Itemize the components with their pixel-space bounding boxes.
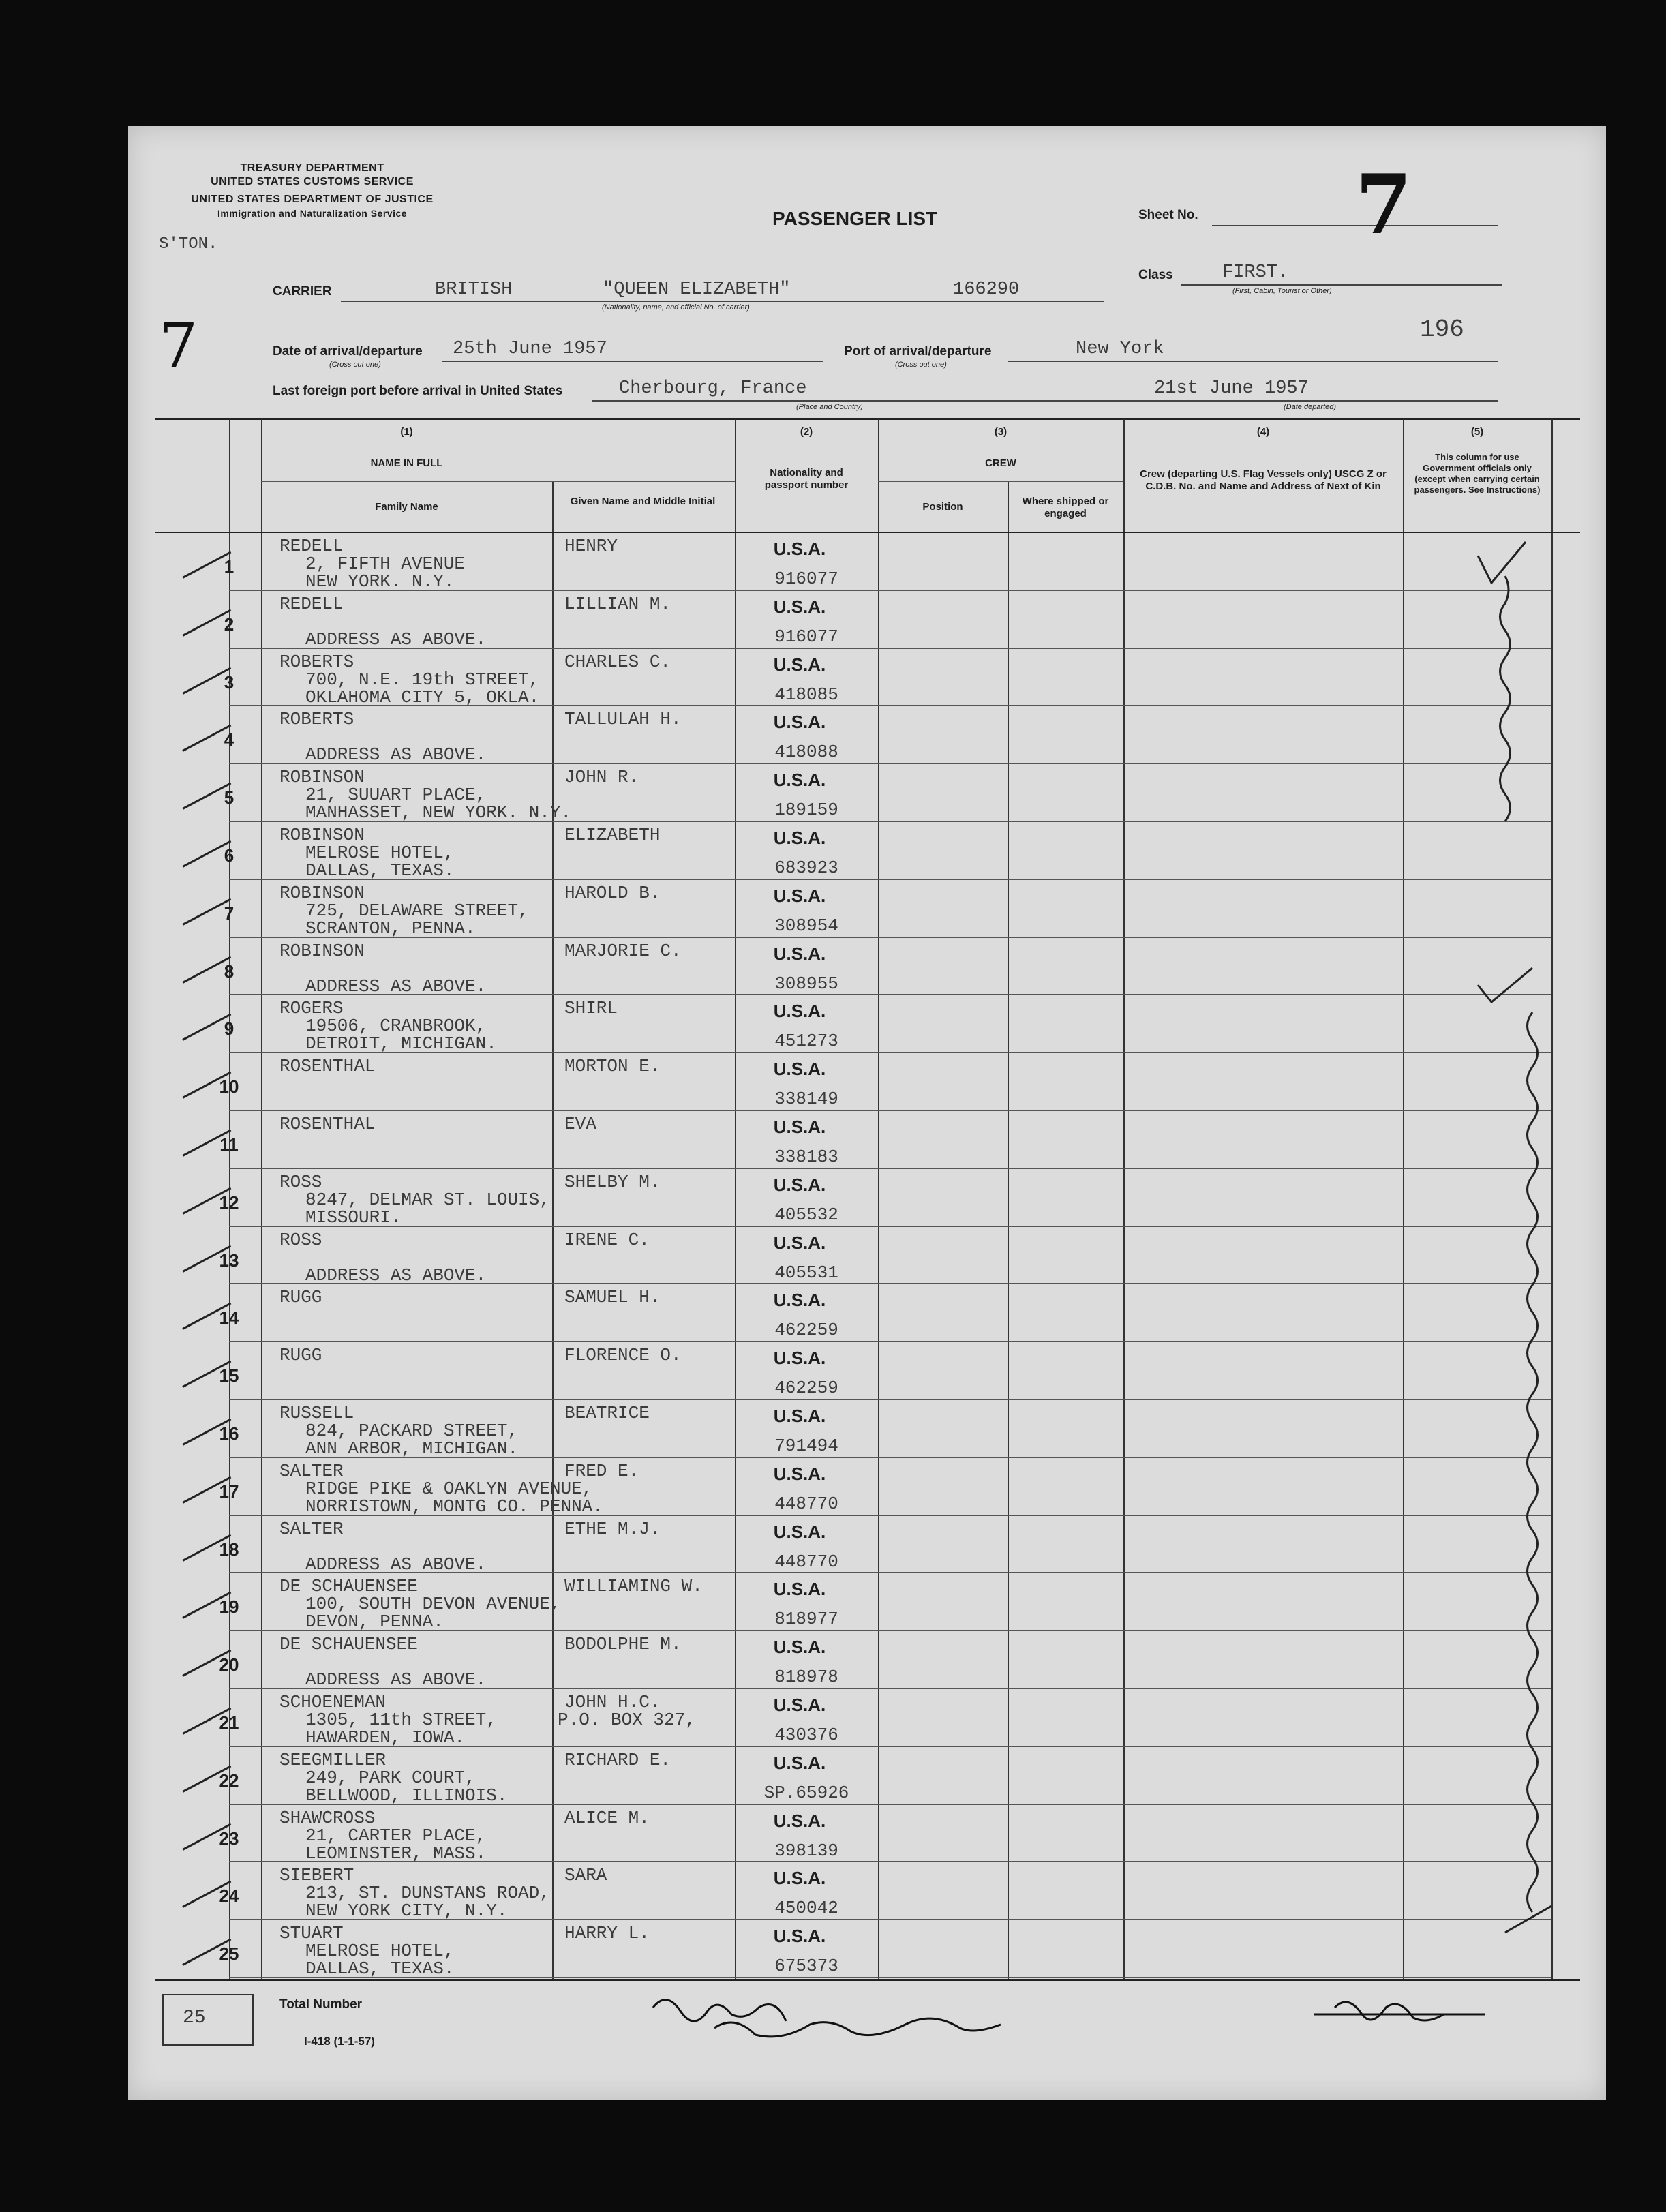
- address-line-2: MANHASSET, NEW YORK. N.Y.: [305, 802, 572, 823]
- department-header: [169, 162, 455, 220]
- address-line-1: 725, DELAWARE STREET,: [305, 900, 529, 921]
- nationality: U.S.A.: [773, 1290, 826, 1311]
- row-number: 19: [219, 1596, 239, 1618]
- given-name: ELIZABETH: [564, 825, 661, 845]
- passport-number: 418085: [774, 684, 838, 705]
- address-line-1: 700, N.E. 19th STREET,: [305, 669, 540, 690]
- given-name: SAMUEL H.: [564, 1287, 661, 1308]
- family-name: ROBINSON: [279, 825, 365, 845]
- row-number: 7: [224, 903, 234, 924]
- given-name: BEATRICE: [564, 1403, 650, 1423]
- address-line-2: DALLAS, TEXAS.: [305, 1958, 455, 1980]
- passport-number: 189159: [774, 800, 838, 821]
- given-name: HAROLD B.: [564, 882, 661, 903]
- passport-number: SP.65926: [763, 1782, 849, 1803]
- col3-position: Position: [922, 501, 963, 513]
- passport-number: 405532: [774, 1204, 838, 1225]
- address-line-1: RIDGE PIKE & OAKLYN AVENUE,: [305, 1478, 593, 1499]
- passport-number: 448770: [774, 1551, 838, 1572]
- given-name: IRENE C.: [564, 1229, 650, 1250]
- address-line-1: 1305, 11th STREET,: [305, 1710, 497, 1730]
- family-name: ROSS: [279, 1171, 322, 1192]
- table-row: [128, 1631, 1606, 1689]
- total-value: 25: [183, 2008, 206, 2029]
- address-line-2: DALLAS, TEXAS.: [305, 860, 455, 881]
- col1-title: NAME IN FULL: [370, 457, 443, 469]
- date-value: 25th June 1957: [453, 339, 607, 359]
- table-row: [128, 1053, 1606, 1111]
- given-name: TALLULAH H.: [564, 709, 682, 730]
- address-line-2: LEOMINSTER, MASS.: [305, 1843, 487, 1864]
- given-name: MORTON E.: [564, 1056, 661, 1077]
- address-line-2: ADDRESS AS ABOVE.: [305, 1669, 487, 1691]
- passport-number: 418088: [774, 742, 838, 763]
- row-number: 20: [219, 1654, 239, 1676]
- passport-number: 308955: [774, 973, 838, 994]
- given-name: FLORENCE O.: [564, 1345, 682, 1366]
- table-row: [128, 1747, 1606, 1805]
- col4-number: (4): [1256, 426, 1270, 438]
- nationality: U.S.A.: [773, 1810, 826, 1831]
- carrier-name: "QUEEN ELIZABETH": [603, 279, 791, 300]
- family-name: ROBERTS: [279, 651, 354, 672]
- address-line-2: ADDRESS AS ABOVE.: [305, 1554, 487, 1575]
- class-value: FIRST.: [1222, 262, 1289, 283]
- family-name: STUART: [279, 1923, 344, 1944]
- given-name: WILLIAMING W.: [564, 1576, 703, 1597]
- address-line-2: ADDRESS AS ABOVE.: [305, 1264, 487, 1286]
- class-caption: (First, Cabin, Tourist or Other): [1232, 287, 1332, 295]
- col5-number: (5): [1470, 426, 1484, 438]
- family-name: ROSS: [279, 1229, 322, 1250]
- given-name: JOHN H.C.: [564, 1692, 661, 1712]
- family-name: RUSSELL: [279, 1403, 354, 1423]
- address-line-2: DEVON, PENNA.: [305, 1611, 444, 1633]
- class-line: [1181, 284, 1502, 286]
- row-number: 9: [224, 1018, 234, 1040]
- address-line-1: 21, SUUART PLACE,: [305, 785, 487, 806]
- col2-number: (2): [800, 426, 813, 438]
- nationality: U.S.A.: [773, 1752, 826, 1773]
- row-number: 22: [219, 1770, 239, 1791]
- dept-line-ins: Immigration and Naturalization Service: [217, 208, 408, 219]
- nationality: U.S.A.: [773, 654, 826, 675]
- passport-number: 338183: [774, 1147, 838, 1167]
- passport-number: 818977: [774, 1609, 838, 1630]
- address-line-2: DETROIT, MICHIGAN.: [305, 1033, 497, 1055]
- family-name: RUGG: [279, 1345, 322, 1366]
- family-name: ROSENTHAL: [279, 1114, 376, 1134]
- nationality: U.S.A.: [773, 1926, 826, 1947]
- given-name: MARJORIE C.: [564, 940, 682, 961]
- table-row: [128, 1227, 1606, 1285]
- family-name: ROBINSON: [279, 882, 365, 903]
- table-row: [128, 706, 1606, 764]
- carrier-label: CARRIER: [273, 284, 332, 299]
- passport-number: 450042: [774, 1898, 838, 1919]
- nationality: U.S.A.: [773, 943, 826, 964]
- address-line-2: OKLAHOMA CITY 5, OKLA.: [305, 686, 540, 708]
- family-name: DE SCHAUENSEE: [279, 1634, 418, 1655]
- address-line-2: NEW YORK. N.Y.: [305, 571, 455, 592]
- nationality: U.S.A.: [773, 1117, 826, 1137]
- port-line: [1008, 361, 1498, 362]
- table-row: [128, 1805, 1606, 1863]
- passport-number: 683923: [774, 858, 838, 878]
- nationality: U.S.A.: [773, 1174, 826, 1195]
- class-label: Class: [1138, 268, 1173, 282]
- given-name: SHIRL: [564, 998, 618, 1019]
- address-line-2: ADDRESS AS ABOVE.: [305, 744, 487, 766]
- last-port-caption: (Place and Country): [796, 403, 863, 411]
- address-line-2: ANN ARBOR, MICHIGAN.: [305, 1438, 519, 1459]
- last-port-line: [592, 400, 1498, 402]
- passport-number: 338149: [774, 1089, 838, 1110]
- nationality: U.S.A.: [773, 1695, 826, 1715]
- given-name: HENRY: [564, 536, 618, 556]
- address-line-1: MELROSE HOTEL,: [305, 1941, 455, 1962]
- passport-number: 462259: [774, 1378, 838, 1399]
- table-top-border: [155, 418, 1580, 420]
- given-name-extra: P.O. BOX 327,: [558, 1710, 696, 1730]
- col2-title: Nationality and passport number: [764, 467, 849, 491]
- table-row: [128, 533, 1606, 591]
- col3-title: CREW: [985, 457, 1016, 469]
- col5-title: This column for use Government officials only (except when carrying certain passengers. See Instructions): [1414, 452, 1541, 495]
- port-label: Port of arrival/departure: [844, 344, 992, 359]
- passenger-list-sheet: [128, 126, 1606, 2100]
- sheet-number: 7: [1355, 157, 1412, 253]
- family-name: SALTER: [279, 1460, 344, 1481]
- table-row: [128, 1573, 1606, 1631]
- family-name: SCHOENEMAN: [279, 1692, 387, 1712]
- row-number: 25: [219, 1943, 239, 1965]
- table-row: [128, 1169, 1606, 1227]
- nationality: U.S.A.: [773, 596, 826, 617]
- table-row: [128, 764, 1606, 822]
- given-name: HARRY L.: [564, 1923, 650, 1944]
- given-name: SHELBY M.: [564, 1171, 661, 1192]
- row-number: 2: [224, 613, 234, 635]
- nationality: U.S.A.: [773, 1348, 826, 1369]
- given-name: RICHARD E.: [564, 1749, 671, 1770]
- nationality: U.S.A.: [773, 1001, 826, 1022]
- sheet-label: Sheet No.: [1138, 208, 1198, 222]
- row-number: 12: [219, 1192, 239, 1213]
- family-name: SHAWCROSS: [279, 1807, 376, 1828]
- nationality: U.S.A.: [773, 828, 826, 848]
- col1-family: Family Name: [375, 501, 438, 513]
- address-line-2: ADDRESS AS ABOVE.: [305, 975, 487, 997]
- form-title: PASSENGER LIST: [772, 208, 938, 229]
- col1-number: (1): [400, 426, 413, 438]
- family-name: SEEGMILLER: [279, 1749, 387, 1770]
- table-row: [128, 1862, 1606, 1920]
- given-name: JOHN R.: [564, 767, 639, 788]
- last-port-label: Last foreign port before arrival in United States: [273, 384, 563, 398]
- passport-number: 451273: [774, 1031, 838, 1052]
- passport-number: 398139: [774, 1840, 838, 1861]
- address-line-2: NORRISTOWN, MONTG CO. PENNA.: [305, 1496, 603, 1517]
- table-row: [128, 995, 1606, 1053]
- official-check-marks: [1403, 535, 1551, 1980]
- row-number: 5: [224, 787, 234, 808]
- handwritten-signatures: [639, 1980, 1526, 2069]
- last-port-value: Cherbourg, France: [619, 378, 807, 399]
- carrier-caption: (Nationality, name, and official No. of carrier): [602, 303, 750, 312]
- nationality: U.S.A.: [773, 1059, 826, 1080]
- date-caption: (Cross out one): [329, 361, 381, 369]
- address-line-2: BELLWOOD, ILLINOIS.: [305, 1785, 508, 1806]
- nationality: U.S.A.: [773, 770, 826, 791]
- passport-number: 430376: [774, 1725, 838, 1745]
- table-row: [128, 822, 1606, 880]
- family-name: RUGG: [279, 1287, 322, 1308]
- passport-number: 405531: [774, 1262, 838, 1283]
- dept-line-treasury: TREASURY DEPARTMENT: [240, 162, 384, 174]
- passport-number: 916077: [774, 569, 838, 589]
- address-line-1: 213, ST. DUNSTANS ROAD,: [305, 1883, 550, 1904]
- given-name: SARA: [564, 1865, 607, 1886]
- nationality: U.S.A.: [773, 1579, 826, 1600]
- passport-number: 818978: [774, 1667, 838, 1688]
- given-name: ETHE M.J.: [564, 1518, 661, 1539]
- row-number: 16: [219, 1423, 239, 1444]
- family-name: SIEBERT: [279, 1865, 354, 1886]
- given-name: LILLIAN M.: [564, 593, 671, 614]
- family-name: SALTER: [279, 1518, 344, 1539]
- nationality: U.S.A.: [773, 712, 826, 733]
- nationality: U.S.A.: [773, 1406, 826, 1426]
- address-line-1: MELROSE HOTEL,: [305, 843, 455, 863]
- passport-number: 448770: [774, 1493, 838, 1514]
- row-number: 21: [219, 1712, 239, 1733]
- dept-line-customs: UNITED STATES CUSTOMS SERVICE: [211, 176, 414, 187]
- row-number: 17: [219, 1481, 239, 1502]
- date-label: Date of arrival/departure: [273, 344, 423, 359]
- name-subheader-line: [261, 481, 735, 482]
- table-row: [128, 1284, 1606, 1342]
- passport-number: 462259: [774, 1320, 838, 1341]
- nationality: U.S.A.: [773, 1521, 826, 1542]
- family-name: ROGERS: [279, 998, 344, 1019]
- total-box: [162, 1994, 254, 2046]
- row-number: 18: [219, 1539, 239, 1560]
- table-row: [128, 1458, 1606, 1516]
- row-number: 8: [224, 960, 234, 982]
- address-line-1: 824, PACKARD STREET,: [305, 1421, 519, 1441]
- family-name: ROBINSON: [279, 940, 365, 961]
- departed-caption: (Date departed): [1284, 403, 1337, 411]
- family-name: ROBERTS: [279, 709, 354, 730]
- address-line-1: 100, SOUTH DEVON AVENUE,: [305, 1594, 561, 1615]
- given-name: ALICE M.: [564, 1807, 650, 1828]
- row-number: 10: [219, 1076, 239, 1097]
- given-name: BODOLPHE M.: [564, 1634, 682, 1655]
- crew-subheader-line: [878, 481, 1123, 482]
- table-row: [128, 649, 1606, 707]
- family-name: REDELL: [279, 536, 344, 556]
- family-name: REDELL: [279, 593, 344, 614]
- passport-number: 791494: [774, 1436, 838, 1456]
- carrier-nationality: BRITISH: [435, 279, 513, 300]
- nationality: U.S.A.: [773, 1868, 826, 1889]
- row-number: 11: [219, 1134, 239, 1155]
- nationality: U.S.A.: [773, 885, 826, 906]
- address-line-1: 2, FIFTH AVENUE: [305, 554, 466, 574]
- row-number: 24: [219, 1885, 239, 1907]
- nationality: U.S.A.: [773, 539, 826, 559]
- address-line-2: MISSOURI.: [305, 1207, 402, 1228]
- row-number: 4: [224, 729, 234, 751]
- given-name: EVA: [564, 1114, 596, 1134]
- address-line-1: 8247, DELMAR ST. LOUIS,: [305, 1189, 550, 1210]
- row-number: 3: [224, 671, 234, 693]
- table-row: [128, 1689, 1606, 1747]
- date-line: [442, 361, 823, 362]
- address-line-2: SCRANTON, PENNA.: [305, 918, 476, 939]
- row-number: 6: [224, 845, 234, 866]
- table-row: [128, 1920, 1606, 1978]
- row-number: 14: [219, 1307, 239, 1329]
- given-name: FRED E.: [564, 1460, 639, 1481]
- col3-where: Where shipped or engaged: [1022, 496, 1109, 519]
- family-name: ROSENTHAL: [279, 1056, 376, 1077]
- given-name: CHARLES C.: [564, 651, 671, 672]
- table-row: [128, 938, 1606, 996]
- passport-number: 675373: [774, 1956, 838, 1977]
- address-line-2: NEW YORK CITY, N.Y.: [305, 1900, 508, 1922]
- table-row: [128, 1111, 1606, 1169]
- list-number: 196: [1420, 316, 1464, 344]
- carrier-number: 166290: [953, 279, 1020, 300]
- table-row: [128, 1516, 1606, 1574]
- port-caption: (Cross out one): [895, 361, 947, 369]
- family-name: ROBINSON: [279, 767, 365, 788]
- row-number: 13: [219, 1249, 239, 1271]
- nationality: U.S.A.: [773, 1232, 826, 1253]
- family-name: DE SCHAUENSEE: [279, 1576, 418, 1597]
- carrier-line: [341, 301, 1104, 302]
- departed-value: 21st June 1957: [1154, 378, 1309, 399]
- address-line-2: ADDRESS AS ABOVE.: [305, 628, 487, 650]
- total-label: Total Number: [279, 1997, 363, 2012]
- passport-number: 308954: [774, 915, 838, 936]
- dept-line-justice: UNITED STATES DEPARTMENT OF JUSTICE: [191, 194, 434, 205]
- table-row: [128, 591, 1606, 649]
- port-value: New York: [1076, 339, 1164, 359]
- nationality: U.S.A.: [773, 1463, 826, 1484]
- table-row: [128, 1342, 1606, 1400]
- port-note: S'TON.: [159, 235, 218, 254]
- col4-title: Crew (departing U.S. Flag Vessels only) USCG Z or C.D.B. No. and Name and Address of Next of Kin: [1140, 468, 1387, 492]
- table-row: [128, 880, 1606, 938]
- address-line-1: 249, PARK COURT,: [305, 1767, 476, 1788]
- margin-mark: 7: [159, 310, 198, 382]
- row-number: 1: [224, 556, 234, 577]
- address-line-1: 21, CARTER PLACE,: [305, 1825, 487, 1846]
- passport-number: 916077: [774, 626, 838, 647]
- address-line-1: 19506, CRANBROOK,: [305, 1016, 487, 1037]
- form-number: I-418 (1-1-57): [304, 2035, 375, 2048]
- table-row: [128, 1400, 1606, 1458]
- col1-given: Given Name and Middle Initial: [570, 496, 716, 507]
- nationality: U.S.A.: [773, 1637, 826, 1658]
- col3-number: (3): [994, 426, 1008, 438]
- address-line-2: HAWARDEN, IOWA.: [305, 1727, 466, 1748]
- row-number: 23: [219, 1828, 239, 1849]
- row-number: 15: [219, 1365, 239, 1387]
